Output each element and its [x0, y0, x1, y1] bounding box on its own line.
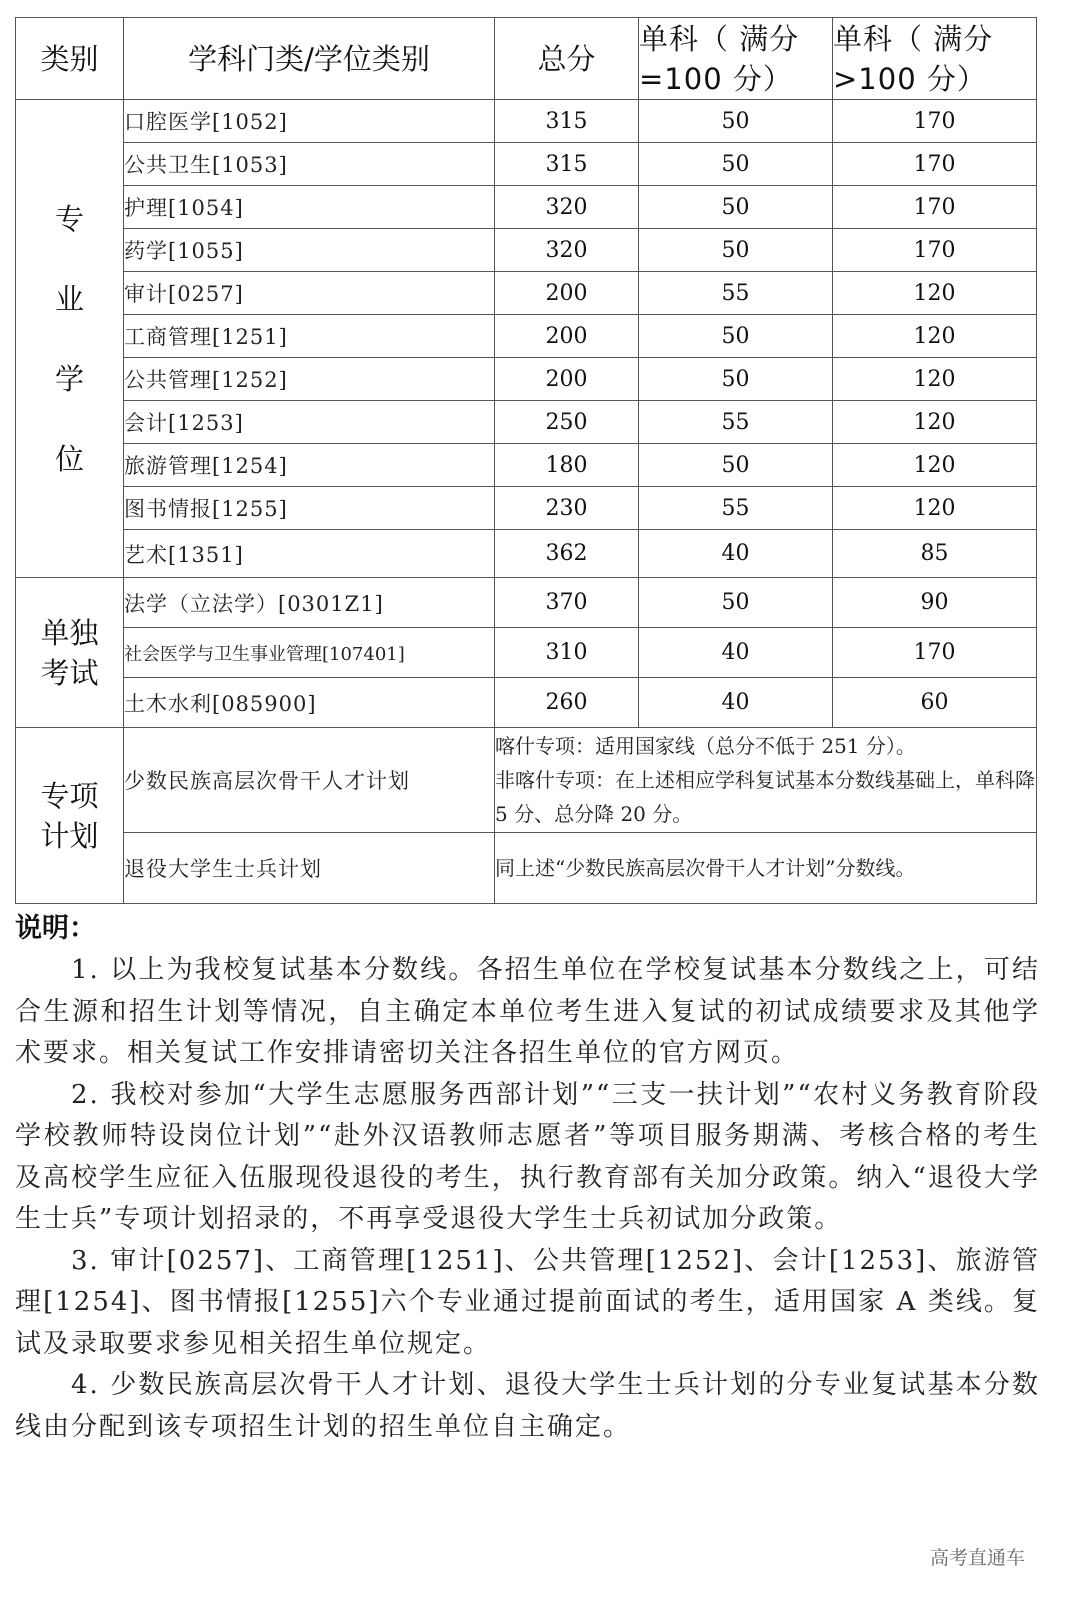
single-gt100-cell: 85	[833, 530, 1037, 578]
subject-cell: 工商管理[1251]	[124, 315, 495, 358]
category-separate-exam	[16, 578, 124, 728]
category-char: 专	[54, 201, 84, 236]
subject-cell: 公共卫生[1053]	[124, 143, 495, 186]
notes-section	[15, 908, 1040, 1448]
single-gt100-cell: 120	[833, 315, 1037, 358]
category-professional-degree	[16, 100, 124, 578]
single-100-cell: 50	[639, 229, 833, 272]
single-100-cell: 55	[639, 487, 833, 530]
single-100-cell: 40	[639, 530, 833, 578]
category-line: 专项	[40, 778, 99, 813]
subject-cell: 口腔医学[1052]	[124, 100, 495, 143]
subject-cell: 审计[0257]	[124, 272, 495, 315]
note-line: 喀什专项：适用国家线（总分不低于 251 分）。	[495, 734, 916, 758]
category-line: 计划	[40, 818, 99, 853]
table-row	[16, 358, 1037, 401]
notes-title: 说明：	[15, 913, 96, 944]
table-row	[16, 530, 1037, 578]
subject-cell: 图书情报[1255]	[124, 487, 495, 530]
table-row	[16, 487, 1037, 530]
note-line: 同上述“少数民族高层次骨干人才计划”分数线。	[495, 856, 916, 880]
note-paragraph: 1. 以上为我校复试基本分数线。各招生单位在学校复试基本分数线之上，可结合生源和招生计划等情况，自主确定本单位考生进入复试的初试成绩要求及其他学术要求。相关复试工作安排请密切关注各招生单位的官方网页。	[15, 955, 1040, 1068]
single-gt100-cell: 170	[833, 186, 1037, 229]
total-cell: 315	[495, 143, 639, 186]
total-cell: 230	[495, 487, 639, 530]
single-gt100-cell: 120	[833, 358, 1037, 401]
total-cell: 315	[495, 100, 639, 143]
single-100-cell: 40	[639, 678, 833, 728]
single-gt100-cell: 120	[833, 444, 1037, 487]
score-table	[15, 17, 1037, 904]
subject-cell: 社会医学与卫生事业管理[107401]	[124, 628, 495, 678]
subject-cell: 旅游管理[1254]	[124, 444, 495, 487]
header-single-gt100: 单科（ 满分>100 分）	[833, 18, 1037, 100]
table-header-row	[16, 18, 1037, 100]
header-single-100: 单科（ 满分=100 分）	[639, 18, 833, 100]
subject-cell: 药学[1055]	[124, 229, 495, 272]
single-gt100-cell: 120	[833, 401, 1037, 444]
category-line: 考试	[40, 655, 99, 690]
single-100-cell: 40	[639, 628, 833, 678]
single-100-cell: 55	[639, 401, 833, 444]
table-row	[16, 628, 1037, 678]
single-100-cell: 50	[639, 444, 833, 487]
subject-cell: 少数民族高层次骨干人才计划	[124, 728, 495, 833]
category-char: 位	[54, 441, 84, 476]
total-cell: 310	[495, 628, 639, 678]
total-cell: 320	[495, 229, 639, 272]
single-100-cell: 50	[639, 315, 833, 358]
subject-cell: 土木水利[085900]	[124, 678, 495, 728]
subject-cell: 艺术[1351]	[124, 530, 495, 578]
subject-cell: 公共管理[1252]	[124, 358, 495, 401]
single-gt100-cell: 120	[833, 487, 1037, 530]
total-cell: 362	[495, 530, 639, 578]
table-row	[16, 229, 1037, 272]
total-cell: 200	[495, 358, 639, 401]
total-cell: 200	[495, 315, 639, 358]
table-row	[16, 143, 1037, 186]
note-cell	[495, 833, 1037, 904]
table-row	[16, 728, 1037, 833]
watermark: 高考直通车	[929, 1547, 1025, 1569]
single-gt100-cell: 170	[833, 628, 1037, 678]
note-paragraph: 4. 少数民族高层次骨干人才计划、退役大学生士兵计划的分专业复试基本分数线由分配到该专项招生计划的招生单位自主确定。	[15, 1370, 1040, 1442]
category-char: 业	[54, 281, 84, 316]
single-100-cell: 50	[639, 578, 833, 628]
category-line: 单独	[40, 615, 99, 650]
total-cell: 250	[495, 401, 639, 444]
single-100-cell: 50	[639, 143, 833, 186]
single-100-cell: 50	[639, 186, 833, 229]
single-100-cell: 55	[639, 272, 833, 315]
subject-cell: 会计[1253]	[124, 401, 495, 444]
single-gt100-cell: 90	[833, 578, 1037, 628]
note-line: 非喀什专项：在上述相应学科复试基本分数线基础上，单科降 5 分、总分降 20 分。	[495, 768, 1035, 826]
total-cell: 200	[495, 272, 639, 315]
table-row	[16, 272, 1037, 315]
category-char: 学	[54, 361, 84, 396]
table-row	[16, 578, 1037, 628]
single-100-cell: 50	[639, 100, 833, 143]
single-gt100-cell: 60	[833, 678, 1037, 728]
total-cell: 180	[495, 444, 639, 487]
subject-cell: 退役大学生士兵计划	[124, 833, 495, 904]
table-row	[16, 186, 1037, 229]
note-cell	[495, 728, 1037, 833]
subject-cell: 法学（立法学）[0301Z1]	[124, 578, 495, 628]
header-subject: 学科门类/学位类别	[124, 18, 495, 100]
total-cell: 370	[495, 578, 639, 628]
note-paragraph: 3. 审计[0257]、工商管理[1251]、公共管理[1252]、会计[1253]、旅游管理[1254]、图书情报[1255]六个专业通过提前面试的考生，适用国家 A 类线。复试及录取要求参见相关招生单位规定。	[15, 1245, 1040, 1359]
table-row	[16, 678, 1037, 728]
table-row	[16, 833, 1037, 904]
table-row	[16, 444, 1037, 487]
single-100-cell: 50	[639, 358, 833, 401]
total-cell: 320	[495, 186, 639, 229]
subject-cell: 护理[1054]	[124, 186, 495, 229]
category-special-plan	[16, 728, 124, 904]
single-gt100-cell: 170	[833, 100, 1037, 143]
table-row	[16, 401, 1037, 444]
single-gt100-cell: 170	[833, 229, 1037, 272]
single-gt100-cell: 170	[833, 143, 1037, 186]
header-category: 类别	[16, 18, 124, 100]
table-row	[16, 315, 1037, 358]
header-total: 总分	[495, 18, 639, 100]
single-gt100-cell: 120	[833, 272, 1037, 315]
total-cell: 260	[495, 678, 639, 728]
table-row	[16, 100, 1037, 143]
note-paragraph: 2. 我校对参加“大学生志愿服务西部计划”“三支一扶计划”“农村义务教育阶段学校教师特设岗位计划”“赴外汉语教师志愿者”等项目服务期满、考核合格的考生及高校学生应征入伍服现役退役的考生，执行教育部有关加分政策。纳入“退役大学生士兵”专项计划招录的，不再享受退役大学生士兵初试加分政策。	[15, 1079, 1040, 1234]
